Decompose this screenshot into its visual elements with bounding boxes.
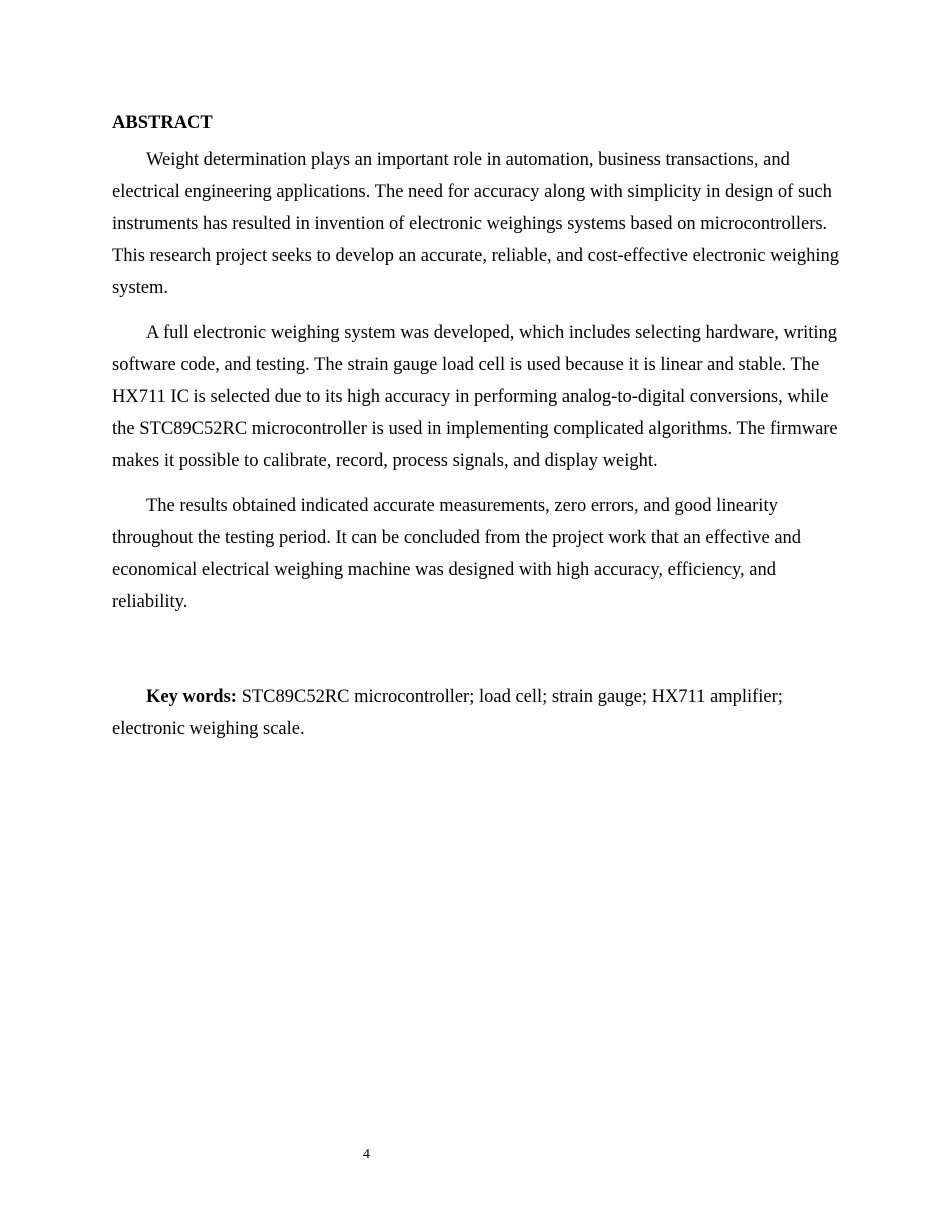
- abstract-section: [112, 111, 842, 745]
- keywords-paragraph: [112, 681, 842, 745]
- abstract-paragraph-1: Weight determination plays an important role in automation, business transactions, and electrical engineering applications. The need for accuracy along with simplicity in design of such instruments has resulted in invention of electronic weighings systems based on microcontrollers. This research project seeks to develop an accurate, reliable, and cost-effective electronic weighing system.: [112, 150, 839, 298]
- abstract-paragraph-3: The results obtained indicated accurate measurements, zero errors, and good linearity throughout the testing period. It can be concluded from the project work that an effective and economical electrical weighing machine was designed with high accuracy, efficiency, and reliability.: [112, 496, 802, 612]
- keywords-text: STC89C52RC microcontroller; load cell; strain gauge; HX711 amplifier; electronic weighing scale.: [112, 687, 783, 739]
- keywords-label: Key words:: [146, 687, 237, 707]
- abstract-heading: ABSTRACT: [112, 113, 213, 133]
- page-number: 4: [363, 1147, 370, 1162]
- abstract-paragraph-2: A full electronic weighing system was developed, which includes selecting hardware, writing software code, and testing. The strain gauge load cell is used because it is linear and stable. The HX711 IC is selected due to its high accuracy in performing analog-to-digital conversions, while the STC89C52RC microcontroller is used in implementing complicated algorithms. The firmware makes it possible to calibrate, record, process signals, and display weight.: [112, 323, 838, 471]
